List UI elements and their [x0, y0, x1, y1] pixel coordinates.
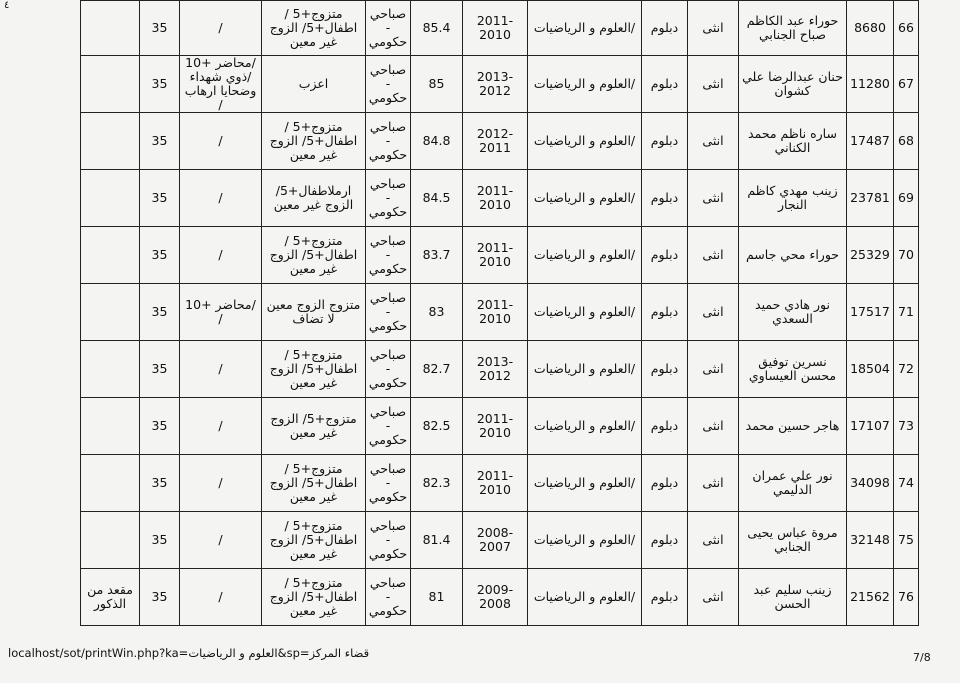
marital-status-cell: متزوج+5 / اطفال+5/ الزوج غير معين	[262, 113, 366, 170]
note-cell	[81, 455, 140, 512]
table-row	[81, 113, 919, 170]
score-cell: 82.3	[411, 455, 463, 512]
year-cell: 2011-2010	[463, 227, 528, 284]
score-cell: 85.4	[411, 1, 463, 56]
marital-status-cell: متزوج+5 / اطفال+5/ الزوج غير معين	[262, 227, 366, 284]
gender-cell: انثى	[688, 569, 739, 626]
degree-cell: دبلوم	[642, 398, 688, 455]
marital-status-cell: متزوج+5/ الزوج غير معين	[262, 398, 366, 455]
year-cell: 2011-2010	[463, 170, 528, 227]
id-cell: 32148	[847, 512, 894, 569]
gender-cell: انثى	[688, 56, 739, 113]
score-cell: 82.5	[411, 398, 463, 455]
marital-status-cell: متزوج الزوج معين لا تضاف	[262, 284, 366, 341]
seq-cell: 70	[894, 227, 919, 284]
note-cell	[81, 284, 140, 341]
gender-cell: انثى	[688, 170, 739, 227]
extra-points-cell: /محاضر +10 /ذوي شهداء وضحايا ارهاب /	[180, 56, 262, 113]
points-cell: 35	[140, 455, 180, 512]
score-cell: 83	[411, 284, 463, 341]
shift-cell: صباحي - حكومي	[366, 170, 411, 227]
name-cell: مروة عباس يحيى الجنابي	[739, 512, 847, 569]
table-row	[81, 512, 919, 569]
score-cell: 82.7	[411, 341, 463, 398]
extra-points-cell: /	[180, 512, 262, 569]
department-cell: /العلوم و الرياضيات	[528, 56, 642, 113]
year-cell: 2011-2010	[463, 1, 528, 56]
points-cell: 35	[140, 569, 180, 626]
name-cell: نور علي عمران الدليمي	[739, 455, 847, 512]
gender-cell: انثى	[688, 398, 739, 455]
table-row	[81, 569, 919, 626]
score-cell: 85	[411, 56, 463, 113]
marital-status-cell: متزوج+5 / اطفال+5/ الزوج غير معين	[262, 455, 366, 512]
name-cell: حوراء محي جاسم	[739, 227, 847, 284]
extra-points-cell: /	[180, 398, 262, 455]
extra-points-cell: /	[180, 227, 262, 284]
table-row	[81, 227, 919, 284]
year-cell: 2011-2010	[463, 455, 528, 512]
note-cell	[81, 398, 140, 455]
points-cell: 35	[140, 1, 180, 56]
candidates-table	[80, 0, 919, 626]
points-cell: 35	[140, 56, 180, 113]
name-cell: زينب سليم عبد الحسن	[739, 569, 847, 626]
department-cell: /العلوم و الرياضيات	[528, 1, 642, 56]
department-cell: /العلوم و الرياضيات	[528, 227, 642, 284]
department-cell: /العلوم و الرياضيات	[528, 341, 642, 398]
note-cell	[81, 170, 140, 227]
score-cell: 84.5	[411, 170, 463, 227]
department-cell: /العلوم و الرياضيات	[528, 512, 642, 569]
year-cell: 2011-2010	[463, 284, 528, 341]
extra-points-cell: /	[180, 113, 262, 170]
gender-cell: انثى	[688, 455, 739, 512]
note-cell: مقعد من الذكور	[81, 569, 140, 626]
gender-cell: انثى	[688, 341, 739, 398]
name-cell: ساره ناظم محمد الكناني	[739, 113, 847, 170]
shift-cell: صباحي - حكومي	[366, 512, 411, 569]
extra-points-cell: /	[180, 1, 262, 56]
seq-cell: 66	[894, 1, 919, 56]
gender-cell: انثى	[688, 512, 739, 569]
degree-cell: دبلوم	[642, 113, 688, 170]
shift-cell: صباحي - حكومي	[366, 227, 411, 284]
id-cell: 21562	[847, 569, 894, 626]
points-cell: 35	[140, 170, 180, 227]
gender-cell: انثى	[688, 284, 739, 341]
table-row	[81, 341, 919, 398]
marital-status-cell: اعزب	[262, 56, 366, 113]
seq-cell: 69	[894, 170, 919, 227]
table-row	[81, 284, 919, 341]
id-cell: 17107	[847, 398, 894, 455]
id-cell: 34098	[847, 455, 894, 512]
table-row	[81, 56, 919, 113]
score-cell: 83.7	[411, 227, 463, 284]
marital-status-cell: متزوج+5 / اطفال+5/ الزوج غير معين	[262, 1, 366, 56]
points-cell: 35	[140, 113, 180, 170]
year-cell: 2011-2010	[463, 398, 528, 455]
extra-points-cell: /	[180, 569, 262, 626]
name-cell: هاجر حسين محمد	[739, 398, 847, 455]
department-cell: /العلوم و الرياضيات	[528, 455, 642, 512]
shift-cell: صباحي - حكومي	[366, 569, 411, 626]
shift-cell: صباحي - حكومي	[366, 1, 411, 56]
seq-cell: 67	[894, 56, 919, 113]
degree-cell: دبلوم	[642, 341, 688, 398]
note-cell	[81, 113, 140, 170]
table-row	[81, 1, 919, 56]
department-cell: /العلوم و الرياضيات	[528, 569, 642, 626]
seq-cell: 76	[894, 569, 919, 626]
note-cell	[81, 56, 140, 113]
year-cell: 2013-2012	[463, 56, 528, 113]
points-cell: 35	[140, 398, 180, 455]
year-cell: 2012-2011	[463, 113, 528, 170]
degree-cell: دبلوم	[642, 1, 688, 56]
seq-cell: 71	[894, 284, 919, 341]
name-cell: زينب مهدي كاظم النجار	[739, 170, 847, 227]
points-cell: 35	[140, 341, 180, 398]
table-row	[81, 398, 919, 455]
degree-cell: دبلوم	[642, 512, 688, 569]
name-cell: حوراء عبد الكاظم صباح الجنابي	[739, 1, 847, 56]
department-cell: /العلوم و الرياضيات	[528, 170, 642, 227]
name-cell: حنان عبدالرضا علي كشوان	[739, 56, 847, 113]
gender-cell: انثى	[688, 227, 739, 284]
score-cell: 84.8	[411, 113, 463, 170]
shift-cell: صباحي - حكومي	[366, 398, 411, 455]
footer-url: localhost/sot/printWin.php?ka=العلوم و الرياضيات&sp=قضاء المركز	[8, 646, 370, 660]
note-cell	[81, 341, 140, 398]
points-cell: 35	[140, 284, 180, 341]
department-cell: /العلوم و الرياضيات	[528, 284, 642, 341]
footer-page-number: 7/8	[913, 651, 931, 664]
extra-points-cell: /	[180, 341, 262, 398]
table-row	[81, 170, 919, 227]
table-row	[81, 455, 919, 512]
seq-cell: 72	[894, 341, 919, 398]
page-corner-mark: ٤	[4, 0, 10, 11]
degree-cell: دبلوم	[642, 170, 688, 227]
shift-cell: صباحي - حكومي	[366, 284, 411, 341]
name-cell: نسرين توفيق محسن العيساوي	[739, 341, 847, 398]
note-cell	[81, 1, 140, 56]
shift-cell: صباحي - حكومي	[366, 341, 411, 398]
year-cell: 2008-2007	[463, 512, 528, 569]
shift-cell: صباحي - حكومي	[366, 56, 411, 113]
extra-points-cell: /محاضر +10 /	[180, 284, 262, 341]
marital-status-cell: ارملاطفال+5/ الزوج غير معين	[262, 170, 366, 227]
gender-cell: انثى	[688, 1, 739, 56]
points-cell: 35	[140, 512, 180, 569]
id-cell: 17487	[847, 113, 894, 170]
score-cell: 81	[411, 569, 463, 626]
marital-status-cell: متزوج+5 / اطفال+5/ الزوج غير معين	[262, 569, 366, 626]
seq-cell: 68	[894, 113, 919, 170]
seq-cell: 74	[894, 455, 919, 512]
id-cell: 17517	[847, 284, 894, 341]
extra-points-cell: /	[180, 455, 262, 512]
table-body	[81, 1, 919, 626]
score-cell: 81.4	[411, 512, 463, 569]
department-cell: /العلوم و الرياضيات	[528, 113, 642, 170]
degree-cell: دبلوم	[642, 284, 688, 341]
marital-status-cell: متزوج+5 / اطفال+5/ الزوج غير معين	[262, 512, 366, 569]
name-cell: نور هادي حميد السعدي	[739, 284, 847, 341]
seq-cell: 73	[894, 398, 919, 455]
department-cell: /العلوم و الرياضيات	[528, 398, 642, 455]
id-cell: 8680	[847, 1, 894, 56]
shift-cell: صباحي - حكومي	[366, 455, 411, 512]
degree-cell: دبلوم	[642, 227, 688, 284]
id-cell: 18504	[847, 341, 894, 398]
id-cell: 11280	[847, 56, 894, 113]
note-cell	[81, 512, 140, 569]
degree-cell: دبلوم	[642, 569, 688, 626]
id-cell: 23781	[847, 170, 894, 227]
degree-cell: دبلوم	[642, 56, 688, 113]
points-cell: 35	[140, 227, 180, 284]
extra-points-cell: /	[180, 170, 262, 227]
gender-cell: انثى	[688, 113, 739, 170]
seq-cell: 75	[894, 512, 919, 569]
marital-status-cell: متزوج+5 / اطفال+5/ الزوج غير معين	[262, 341, 366, 398]
degree-cell: دبلوم	[642, 455, 688, 512]
note-cell	[81, 227, 140, 284]
year-cell: 2013-2012	[463, 341, 528, 398]
id-cell: 25329	[847, 227, 894, 284]
year-cell: 2009-2008	[463, 569, 528, 626]
shift-cell: صباحي - حكومي	[366, 113, 411, 170]
